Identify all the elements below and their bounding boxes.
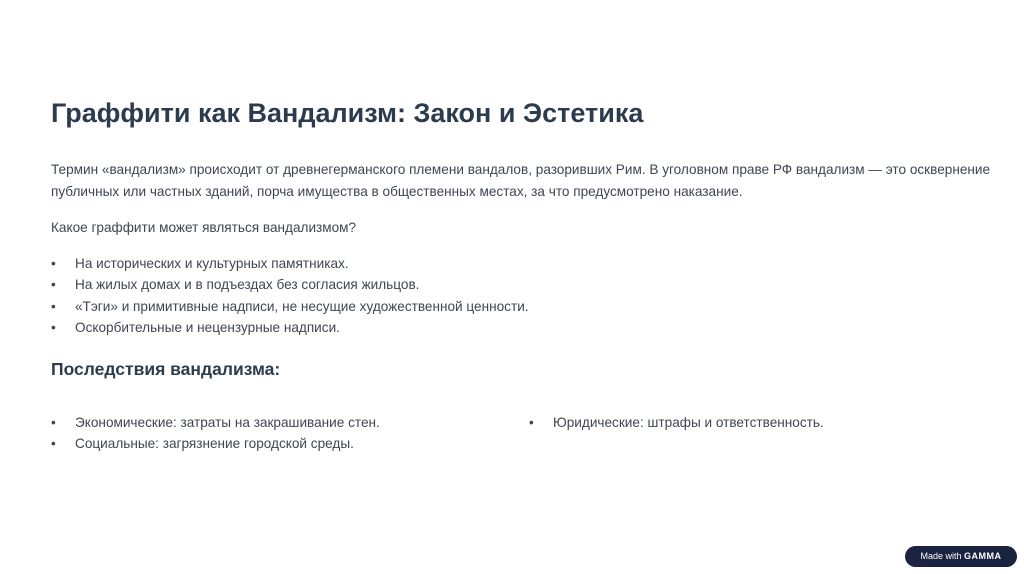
bullet-icon: •: [51, 298, 56, 314]
consequences-list-left: [51, 412, 380, 455]
question-text: Какое граффити может являться вандализмом?: [51, 220, 357, 235]
consequences-heading: Последствия вандализма:: [51, 359, 281, 379]
slide-title: Граффити как Вандализм: Закон и Эстетика: [51, 98, 644, 128]
list-item: [51, 317, 529, 338]
bullet-icon: •: [51, 277, 56, 293]
list-item: [51, 433, 380, 454]
list-item: [529, 412, 824, 433]
list-item-text: Экономические: затраты на закрашивание стен.: [75, 415, 380, 430]
list-item: [51, 253, 529, 274]
list-item-text: На исторических и культурных памятниках.: [75, 256, 349, 271]
list-item-text: «Тэги» и примитивные надписи, не несущие художественной ценности.: [75, 298, 529, 314]
list-item-text: На жилых домах и в подъездах без согласия жильцов.: [75, 277, 420, 293]
consequences-list-right: [529, 412, 824, 433]
list-item-text: Социальные: загрязнение городской среды.: [75, 436, 354, 452]
bullet-icon: •: [51, 319, 56, 335]
places-list: [51, 253, 529, 338]
gamma-logo: GAMMA: [964, 551, 1002, 561]
bullet-icon: •: [51, 256, 56, 271]
bullet-icon: •: [51, 415, 56, 430]
list-item: [51, 274, 529, 295]
list-item-text: Юридические: штрафы и ответственность.: [553, 415, 824, 430]
bullet-icon: •: [529, 415, 534, 430]
made-with-gamma-badge[interactable]: [905, 546, 1017, 567]
list-item: [51, 296, 529, 317]
bullet-icon: •: [51, 436, 56, 452]
list-item-text: Оскорбительные и нецензурные надписи.: [75, 319, 340, 335]
badge-prefix: Made with: [920, 551, 962, 561]
intro-paragraph: Термин «вандализм» происходит от древнегерманского племени вандалов, разоривших Рим. В уголовном праве РФ вандализм — это осквернение публичных или частных зданий, порча имущества в общественных местах, за что предусмотрено наказание.: [51, 162, 991, 199]
list-item: [51, 412, 380, 433]
